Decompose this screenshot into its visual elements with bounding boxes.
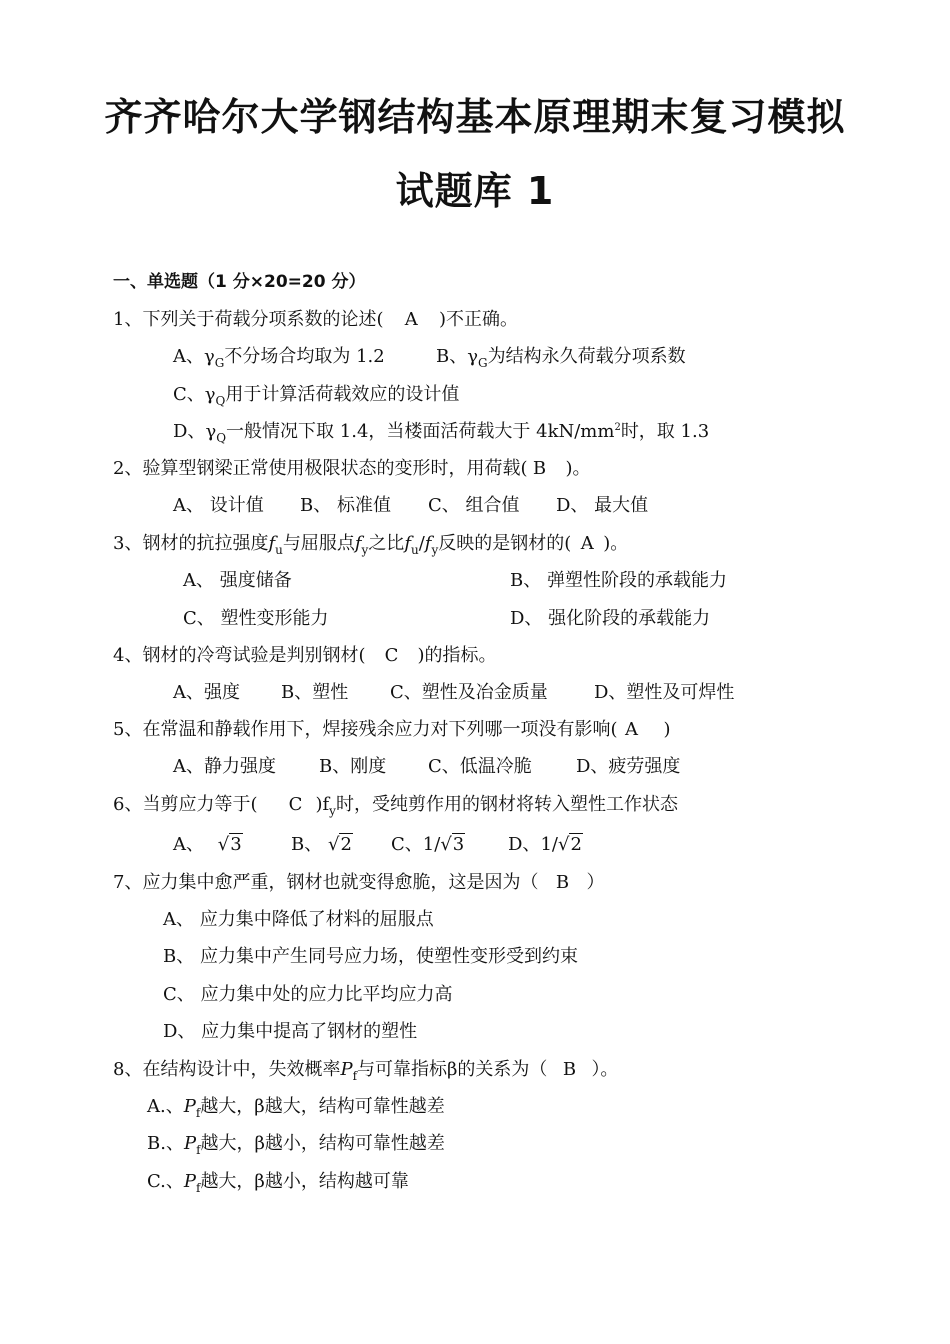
q7-option-a: A、 应力集中降低了材料的屈服点 [163,909,434,930]
answer: B [562,1059,577,1080]
q6-option-b: B、 √2 [291,834,352,855]
q5-option-d: D、疲劳强度 [576,756,681,777]
sqrt-symbol: √3 [217,834,242,855]
question-7: 7、应力集中愈严重，钢材也就变得愈脆，这是因为（ B ） [113,872,605,893]
q6-option-d: D、1/√2 [508,834,582,855]
answer: B [532,458,547,479]
answer: A [624,719,638,740]
question-text: 1、下列关于荷载分项系数的论述( [113,309,384,330]
q2-option-b: B、 标准值 [300,495,391,516]
q1-option-a: A、$\gamma_G$不分场合均取为 1.2 [173,346,385,370]
sqrt-symbol: √3 [440,834,465,855]
q3-option-a: A、 强度储备 [183,570,292,591]
q2-option-a: A、 设计值 [173,495,264,516]
q2-option-d: D、 最大值 [556,495,649,516]
q2-option-c: C、 组合值 [428,495,520,516]
title-line-1: 齐齐哈尔大学钢结构基本原理期末复习模拟 [104,95,846,139]
q7-option-d: D、 应力集中提高了钢材的塑性 [163,1021,418,1042]
q7-option-b: B、 应力集中产生同号应力场，使塑性变形受到约束 [163,946,578,967]
q7-option-c: C、 应力集中处的应力比平均应力高 [163,984,453,1005]
q4-option-c: C、塑性及冶金质量 [390,682,548,703]
q4-option-d: D、塑性及可焊性 [594,682,735,703]
answer: B [555,872,570,893]
sqrt-symbol: √2 [557,834,582,855]
question-6: 6、当剪应力等于( C )$f_y$时，受纯剪作用的钢材将转入塑性工作状态 [113,794,678,818]
question-4: 4、钢材的冷弯试验是判别钢材( C )的指标。 [113,645,497,666]
title-line-2: 试题库 1 [395,169,555,213]
question-8: 8、在结构设计中，失效概率$P_f$与可靠指标β的关系为（ B ）。 [113,1059,619,1083]
q3-option-c: C、 塑性变形能力 [183,608,329,629]
q1-option-c: C、$\gamma_Q$用于计算活荷载效应的设计值 [173,384,460,408]
question-3: 3、钢材的抗拉强度$f_u$与屈服点$f_y$之比$f_u/f_y$反映的是钢材的( A )。 [113,533,629,557]
answer: C [288,794,303,815]
q6-option-c: C、1/√3 [391,834,465,855]
q8-option-c: C.、$P_f$越大，β越小，结构越可靠 [147,1171,409,1195]
question-2: 2、验算型钢梁正常使用极限状态的变形时，用荷载( B )。 [113,458,591,479]
answer: A [580,533,594,554]
question-5: 5、在常温和静载作用下，焊接残余应力对下列哪一项没有影响( A ) [113,719,671,740]
q6-option-a: A、 √3 [173,834,242,855]
q5-option-a: A、静力强度 [173,756,276,777]
q5-option-c: C、低温冷脆 [428,756,532,777]
q4-option-a: A、强度 [173,682,240,703]
q5-option-b: B、刚度 [319,756,387,777]
q1-option-b: B、$\gamma_G$为结构永久荷载分项系数 [436,346,686,370]
question-1 [113,308,518,332]
answer: C [384,645,399,666]
q8-option-a: A.、$P_f$越大，β越大，结构可靠性越差 [147,1096,445,1120]
section-heading: 一、单选题（1 分×20=20 分） [113,272,366,292]
question-text: )不正确。 [438,309,518,330]
sqrt-symbol: √2 [327,834,352,855]
q1-option-d: D、$\gamma_Q$一般情况下取 1.4，当楼面活荷载大于 $4kN/mm^2$时，取 1.3 [173,421,710,445]
q8-option-b: B.、$P_f$越大，β越小，结构可靠性越差 [147,1133,445,1157]
q4-option-b: B、塑性 [281,682,349,703]
q3-option-d: D、 强化阶段的承载能力 [510,608,711,629]
answer: A [404,309,418,330]
q3-option-b: B、 弹塑性阶段的承载能力 [510,570,727,591]
